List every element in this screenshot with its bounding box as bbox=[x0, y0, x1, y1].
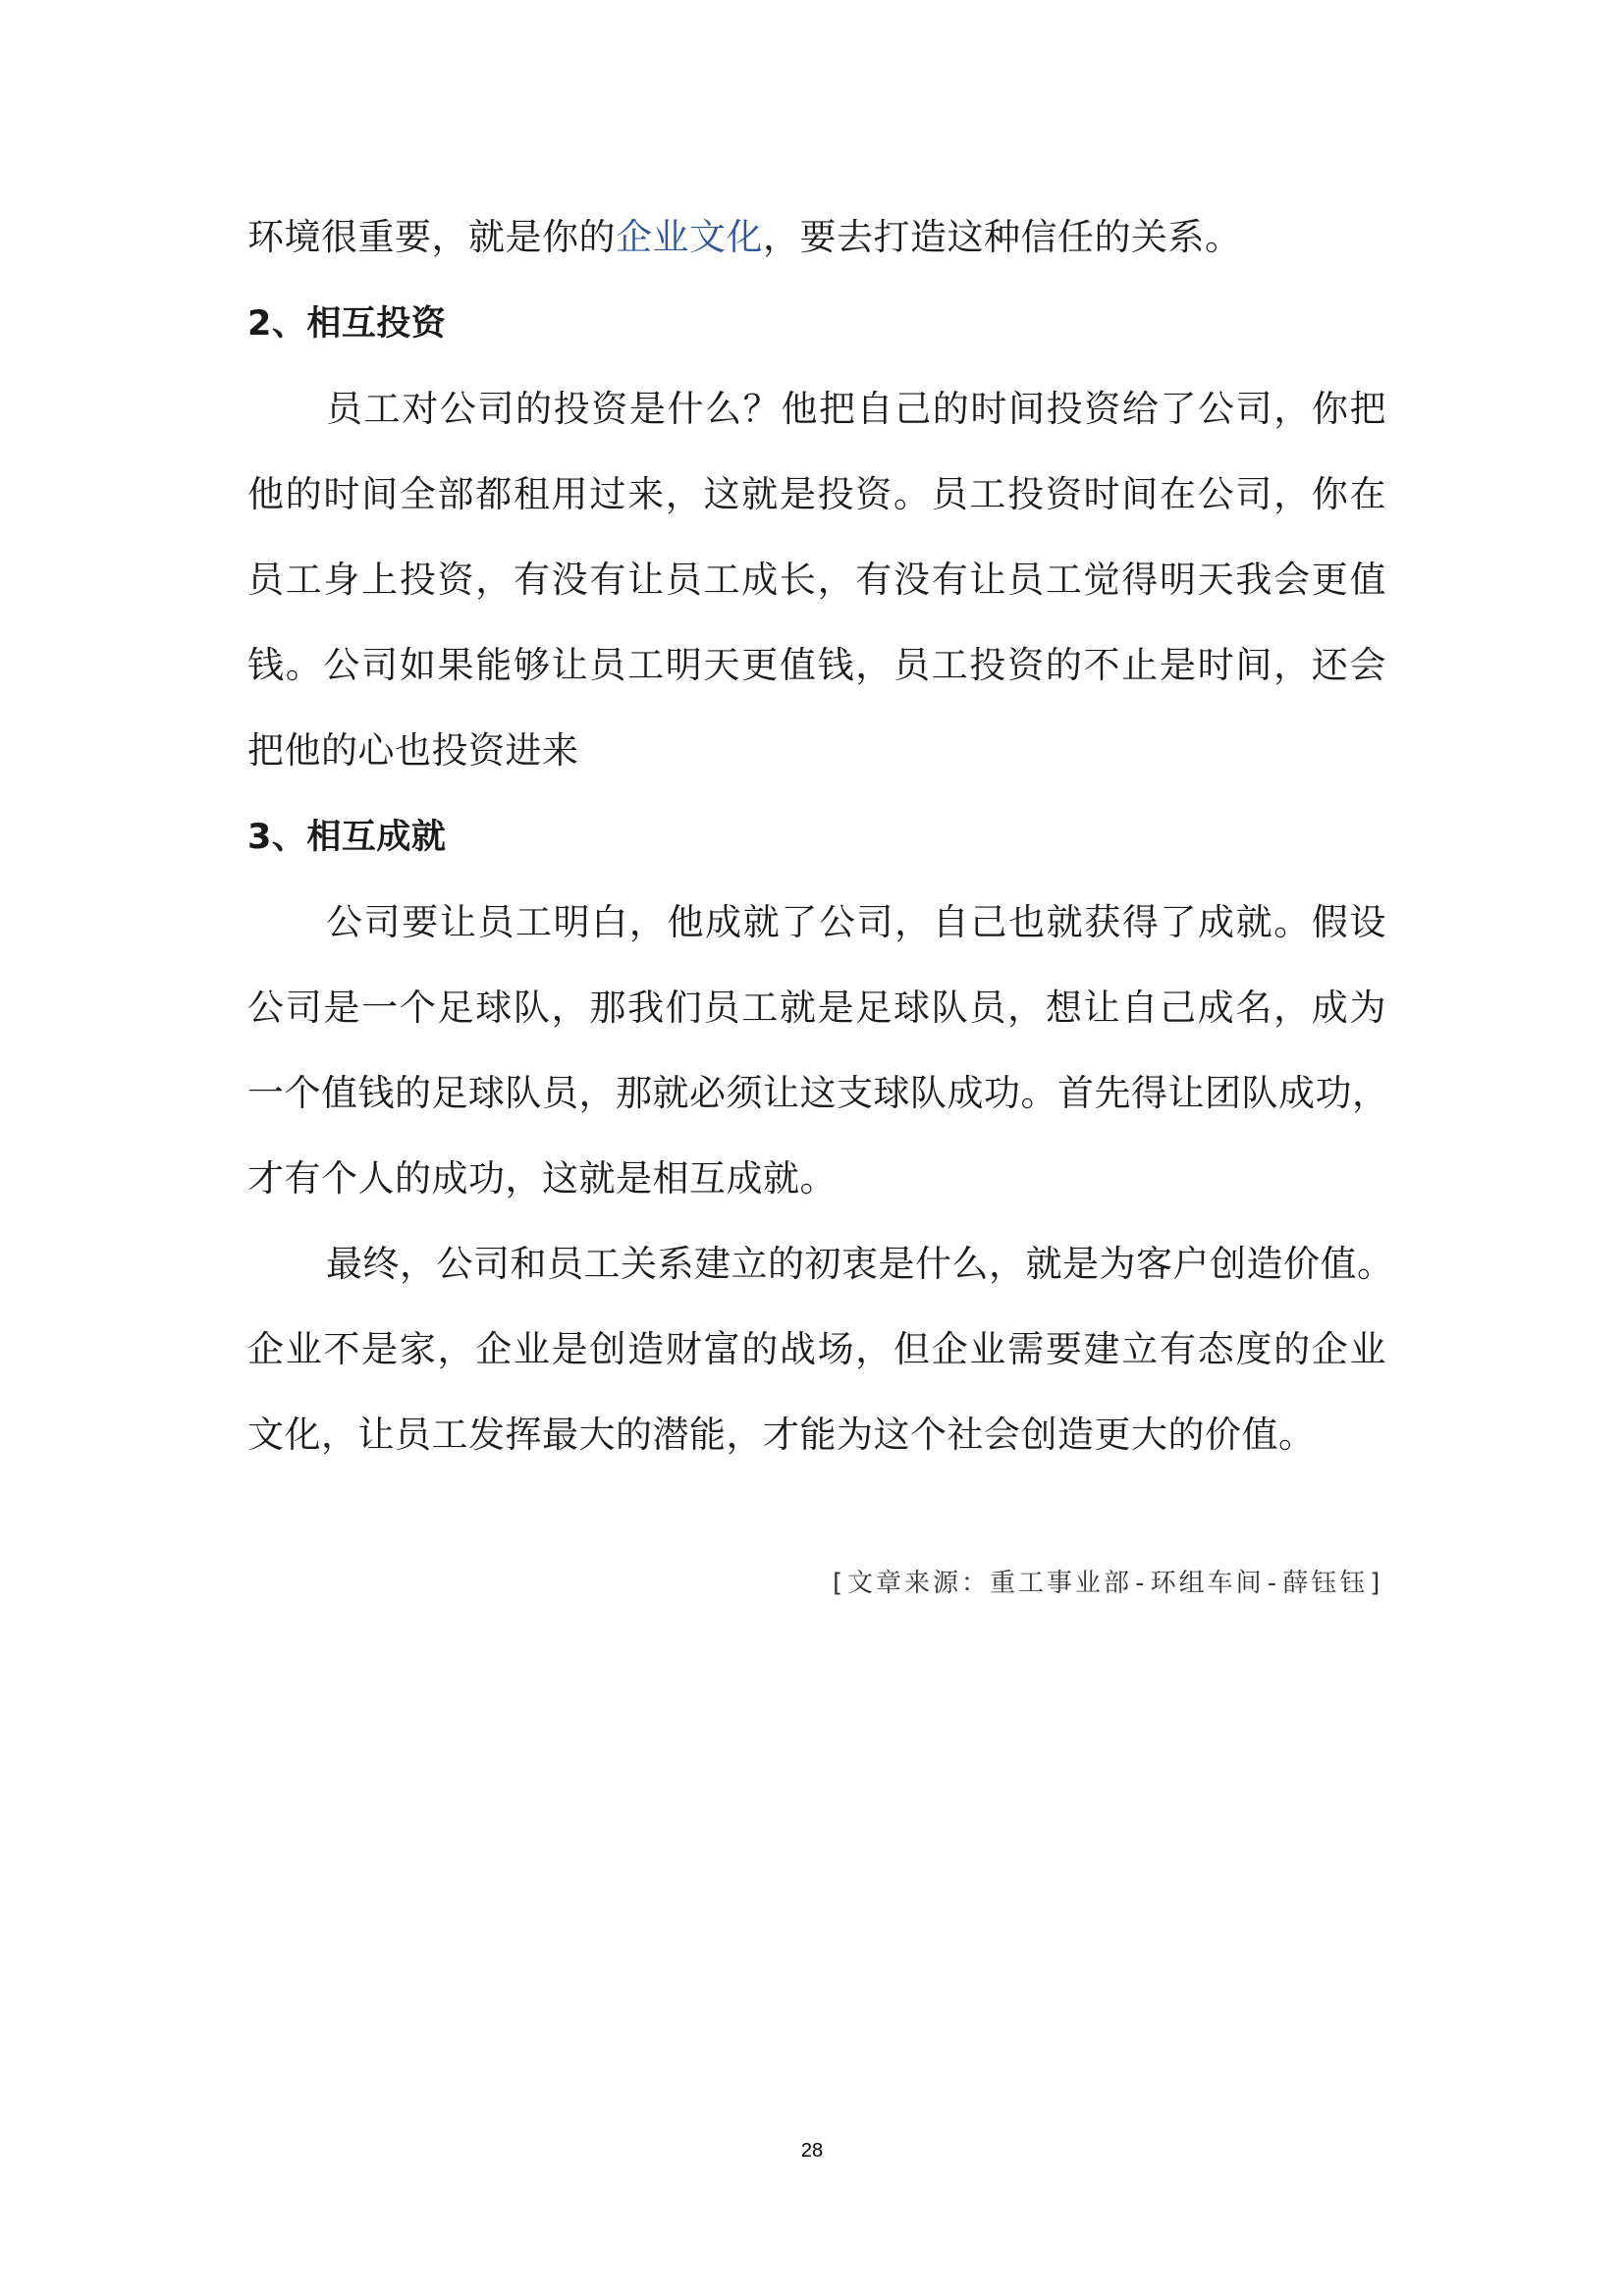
paragraph-line: 企业不是家，企业是创造财富的战场，但企业需要建立有态度的企业 bbox=[247, 1328, 1386, 1370]
page-number: 28 bbox=[800, 2140, 824, 2162]
text-fragment: ，要去打造这种信任的关系。 bbox=[763, 216, 1242, 258]
paragraph-line: 把他的心也投资进来 bbox=[247, 729, 579, 772]
link-enterprise-culture[interactable]: 企业文化 bbox=[616, 216, 763, 258]
article-source: [文章来源：重工事业部-环组车间-薛钰钰] bbox=[829, 1569, 1386, 1598]
paragraph-line: 公司要让员工明白，他成就了公司，自己也就获得了成就。假设 bbox=[326, 901, 1386, 943]
paragraph-line: 员工对公司的投资是什么？他把自己的时间投资给了公司，你把 bbox=[326, 388, 1386, 430]
paragraph-line: 公司是一个足球队，那我们员工就是足球队员，想让自己成名，成为 bbox=[247, 987, 1386, 1029]
paragraph-line: 文化，让员工发挥最大的潜能，才能为这个社会创造更大的价值。 bbox=[247, 1414, 1316, 1456]
paragraph-line: 最终，公司和员工关系建立的初衷是什么，就是为客户创造价值。 bbox=[326, 1243, 1394, 1285]
paragraph-line: 才有个人的成功，这就是相互成就。 bbox=[247, 1157, 837, 1200]
text-fragment: 环境很重要，就是你的 bbox=[247, 216, 616, 258]
section-heading-mutual-investment: 2、相互投资 bbox=[247, 304, 447, 344]
paragraph-line: 他的时间全部都租用过来，这就是投资。员工投资时间在公司，你在 bbox=[247, 473, 1386, 515]
paragraph-line: 钱。公司如果能够让员工明天更值钱，员工投资的不止是时间，还会 bbox=[247, 644, 1386, 686]
paragraph-line bbox=[247, 216, 1386, 259]
paragraph-line: 一个值钱的足球队员，那就必须让这支球队成功。首先得让团队成功， bbox=[247, 1072, 1389, 1114]
section-heading-mutual-achievement: 3、相互成就 bbox=[247, 818, 447, 857]
paragraph-line: 员工身上投资，有没有让员工成长，有没有让员工觉得明天我会更值 bbox=[247, 559, 1386, 601]
